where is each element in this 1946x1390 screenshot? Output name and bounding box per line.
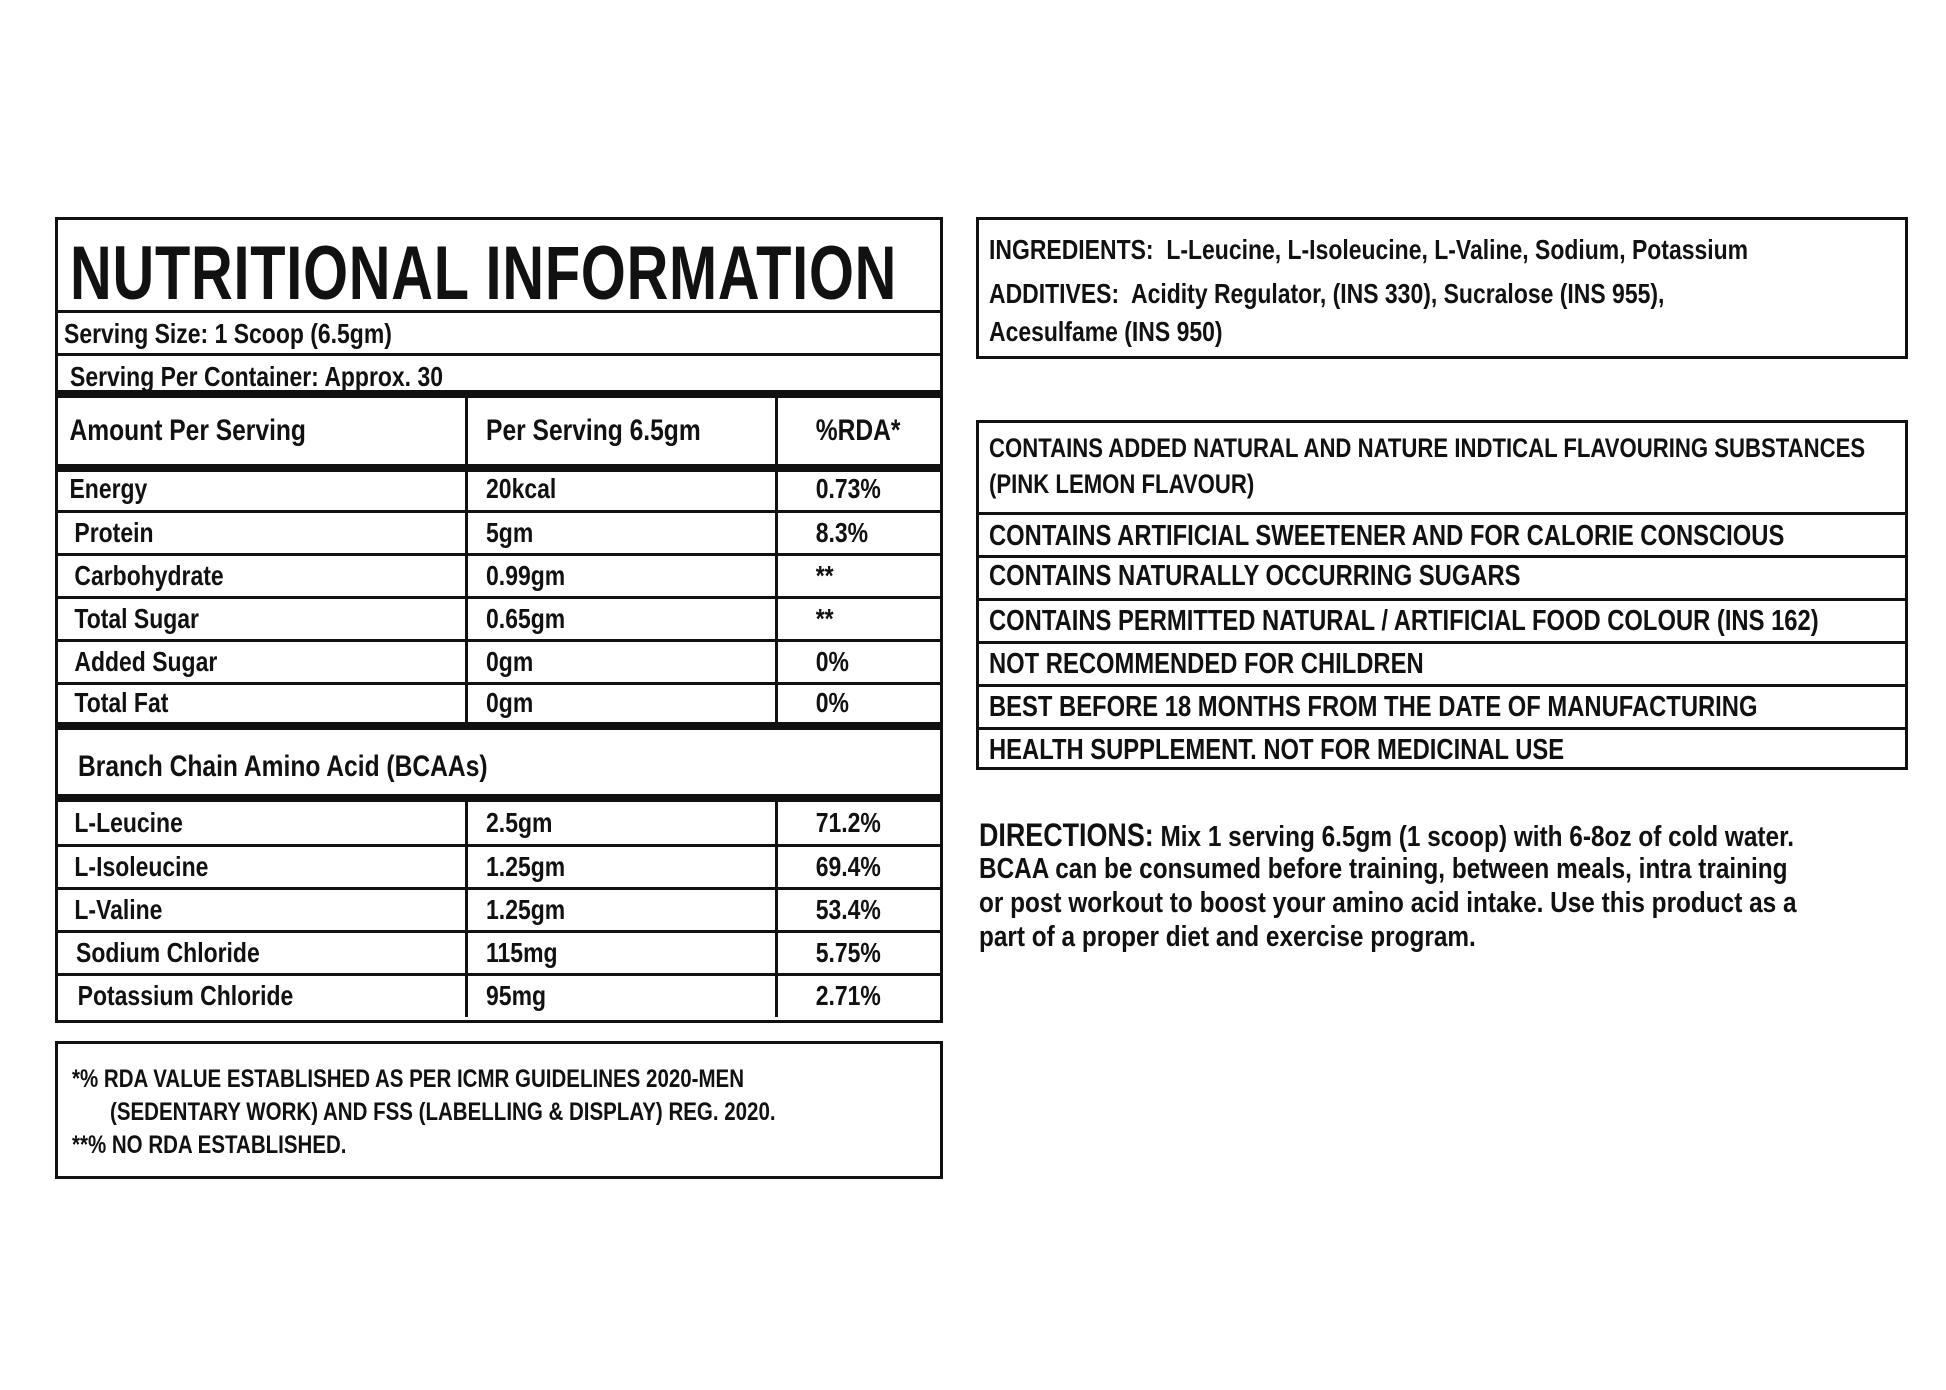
statements-box [976, 420, 1908, 770]
nutrient-rda: ** [776, 554, 940, 597]
table-row [58, 554, 940, 597]
nutrient-amount: 0gm [466, 683, 776, 726]
nutrient-name: L-Isoleucine [58, 845, 466, 888]
nutrient-amount: 1.25gm [466, 888, 776, 931]
statement-colour: CONTAINS PERMITTED NATURAL / ARTIFICIAL FOOD COLOUR (INS 162) [989, 605, 1819, 637]
nutrient-rda: 0% [776, 640, 940, 683]
nutrient-rda: 8.3% [776, 511, 940, 554]
ingredients-text: L-Leucine, L-Isoleucine, L-Valine, Sodium, Potassium [1166, 234, 1749, 265]
nutrient-name: Total Sugar [58, 597, 466, 640]
nutrient-amount: 95mg [466, 974, 776, 1017]
additives-text: Acidity Regulator, (INS 330), Sucralose (INS 955), [1131, 278, 1665, 309]
nutrition-title-row [58, 220, 940, 316]
column-header: Per Serving 6.5gm [466, 398, 776, 468]
statement-sweetener: CONTAINS ARTIFICIAL SWEETENER AND FOR CALORIE CONSCIOUS [989, 520, 1785, 552]
directions-text: or post workout to boost your amino acid intake. Use this product as a [979, 887, 1797, 919]
footnote-line: **% NO RDA ESTABLISHED. [72, 1131, 347, 1159]
statement-row [979, 687, 1905, 730]
directions-line [979, 852, 1909, 886]
statement-best-before: BEST BEFORE 18 MONTHS FROM THE DATE OF MANUFACTURING [989, 691, 1758, 723]
nutrient-table [58, 468, 940, 730]
statement-row [979, 644, 1905, 687]
nutrient-name: Added Sugar [58, 640, 466, 683]
additives-label: ADDITIVES: [989, 278, 1120, 309]
serving-size: Serving Size: 1 Scoop (6.5gm) [64, 318, 392, 349]
ingredients-line [989, 234, 1748, 266]
directions-label: DIRECTIONS: [979, 817, 1154, 853]
table-row [58, 511, 940, 554]
nutrient-amount: 2.5gm [466, 802, 776, 845]
table-row [58, 597, 940, 640]
nutrient-rda: 0% [776, 683, 940, 726]
table-row [58, 802, 940, 845]
footnote-line: (SEDENTARY WORK) AND FSS (LABELLING & DISPLAY) REG. 2020. [110, 1098, 776, 1126]
table-row [58, 974, 940, 1017]
directions-text: part of a proper diet and exercise program. [979, 921, 1476, 953]
directions-text: Mix 1 serving 6.5gm (1 scoop) with 6-8oz of cold water. [1160, 821, 1794, 853]
ingredients-box [976, 217, 1908, 359]
statement-flavour-line2: (PINK LEMON FLAVOUR) [989, 469, 1255, 499]
nutrient-rda: 2.71% [776, 974, 940, 1017]
directions-line [979, 886, 1909, 920]
statement-health-supplement: HEALTH SUPPLEMENT. NOT FOR MEDICINAL USE [989, 734, 1565, 766]
bcaa-heading-row [58, 732, 940, 802]
statement-row [979, 515, 1905, 558]
column-header: %RDA* [776, 398, 940, 468]
nutrient-name: Carbohydrate [58, 554, 466, 597]
table-row [58, 640, 940, 683]
nutrient-rda: 69.4% [776, 845, 940, 888]
nutrition-panel [55, 217, 943, 1023]
directions-text: BCAA can be consumed before training, between meals, intra training [979, 853, 1788, 885]
table-row [58, 845, 940, 888]
nutrient-amount: 0gm [466, 640, 776, 683]
statement-row [979, 601, 1905, 644]
nutrient-name: Protein [58, 511, 466, 554]
statement-sugars: CONTAINS NATURALLY OCCURRING SUGARS [989, 560, 1521, 592]
directions-line [979, 920, 1909, 954]
nutrient-rda: 0.73% [776, 468, 940, 511]
nutrient-rda: 5.75% [776, 931, 940, 974]
table-row [58, 468, 940, 511]
statement-row [979, 423, 1905, 515]
nutrient-rda: 53.4% [776, 888, 940, 931]
nutrition-header-table [58, 398, 940, 472]
nutrient-name: Potassium Chloride [58, 974, 466, 1017]
nutrition-title: NUTRITIONAL INFORMATION [70, 231, 898, 316]
table-row [58, 683, 940, 726]
column-header: Amount Per Serving [58, 398, 466, 468]
nutrient-name: Total Fat [58, 683, 466, 726]
servings-per-container: Serving Per Container: Approx. 30 [70, 361, 443, 392]
statement-flavour-line1: CONTAINS ADDED NATURAL AND NATURE INDTICAL FLAVOURING SUBSTANCES [989, 433, 1866, 463]
ingredients-label: INGREDIENTS: [989, 234, 1154, 265]
directions-block [979, 818, 1909, 954]
serving-size-row [58, 313, 940, 356]
nutrient-name: Energy [58, 468, 466, 511]
nutrient-name: L-Leucine [58, 802, 466, 845]
nutrient-rda: ** [776, 597, 940, 640]
nutrient-amount: 1.25gm [466, 845, 776, 888]
statement-children: NOT RECOMMENDED FOR CHILDREN [989, 648, 1424, 680]
statement-row [979, 730, 1905, 770]
bcaa-heading: Branch Chain Amino Acid (BCAAs) [78, 750, 488, 783]
nutrient-name: Sodium Chloride [58, 931, 466, 974]
additives-line [989, 278, 1664, 310]
table-header-row [58, 398, 940, 468]
nutrient-rda: 71.2% [776, 802, 940, 845]
nutrient-amount: 0.65gm [466, 597, 776, 640]
statement-row [979, 558, 1905, 601]
nutrient-amount: 5gm [466, 511, 776, 554]
rda-footnote-box [55, 1041, 943, 1179]
servings-per-container-row [58, 356, 940, 398]
table-row [58, 931, 940, 974]
nutrient-amount: 20kcal [466, 468, 776, 511]
table-row [58, 888, 940, 931]
nutrient-amount: 115mg [466, 931, 776, 974]
nutrient-name: L-Valine [58, 888, 466, 931]
directions-line [979, 818, 1909, 852]
nutrient-amount: 0.99gm [466, 554, 776, 597]
additives-text-cont: Acesulfame (INS 950) [989, 316, 1223, 347]
footnote-line: *% RDA VALUE ESTABLISHED AS PER ICMR GUIDELINES 2020-MEN [72, 1065, 745, 1093]
bcaa-table [58, 802, 940, 1017]
